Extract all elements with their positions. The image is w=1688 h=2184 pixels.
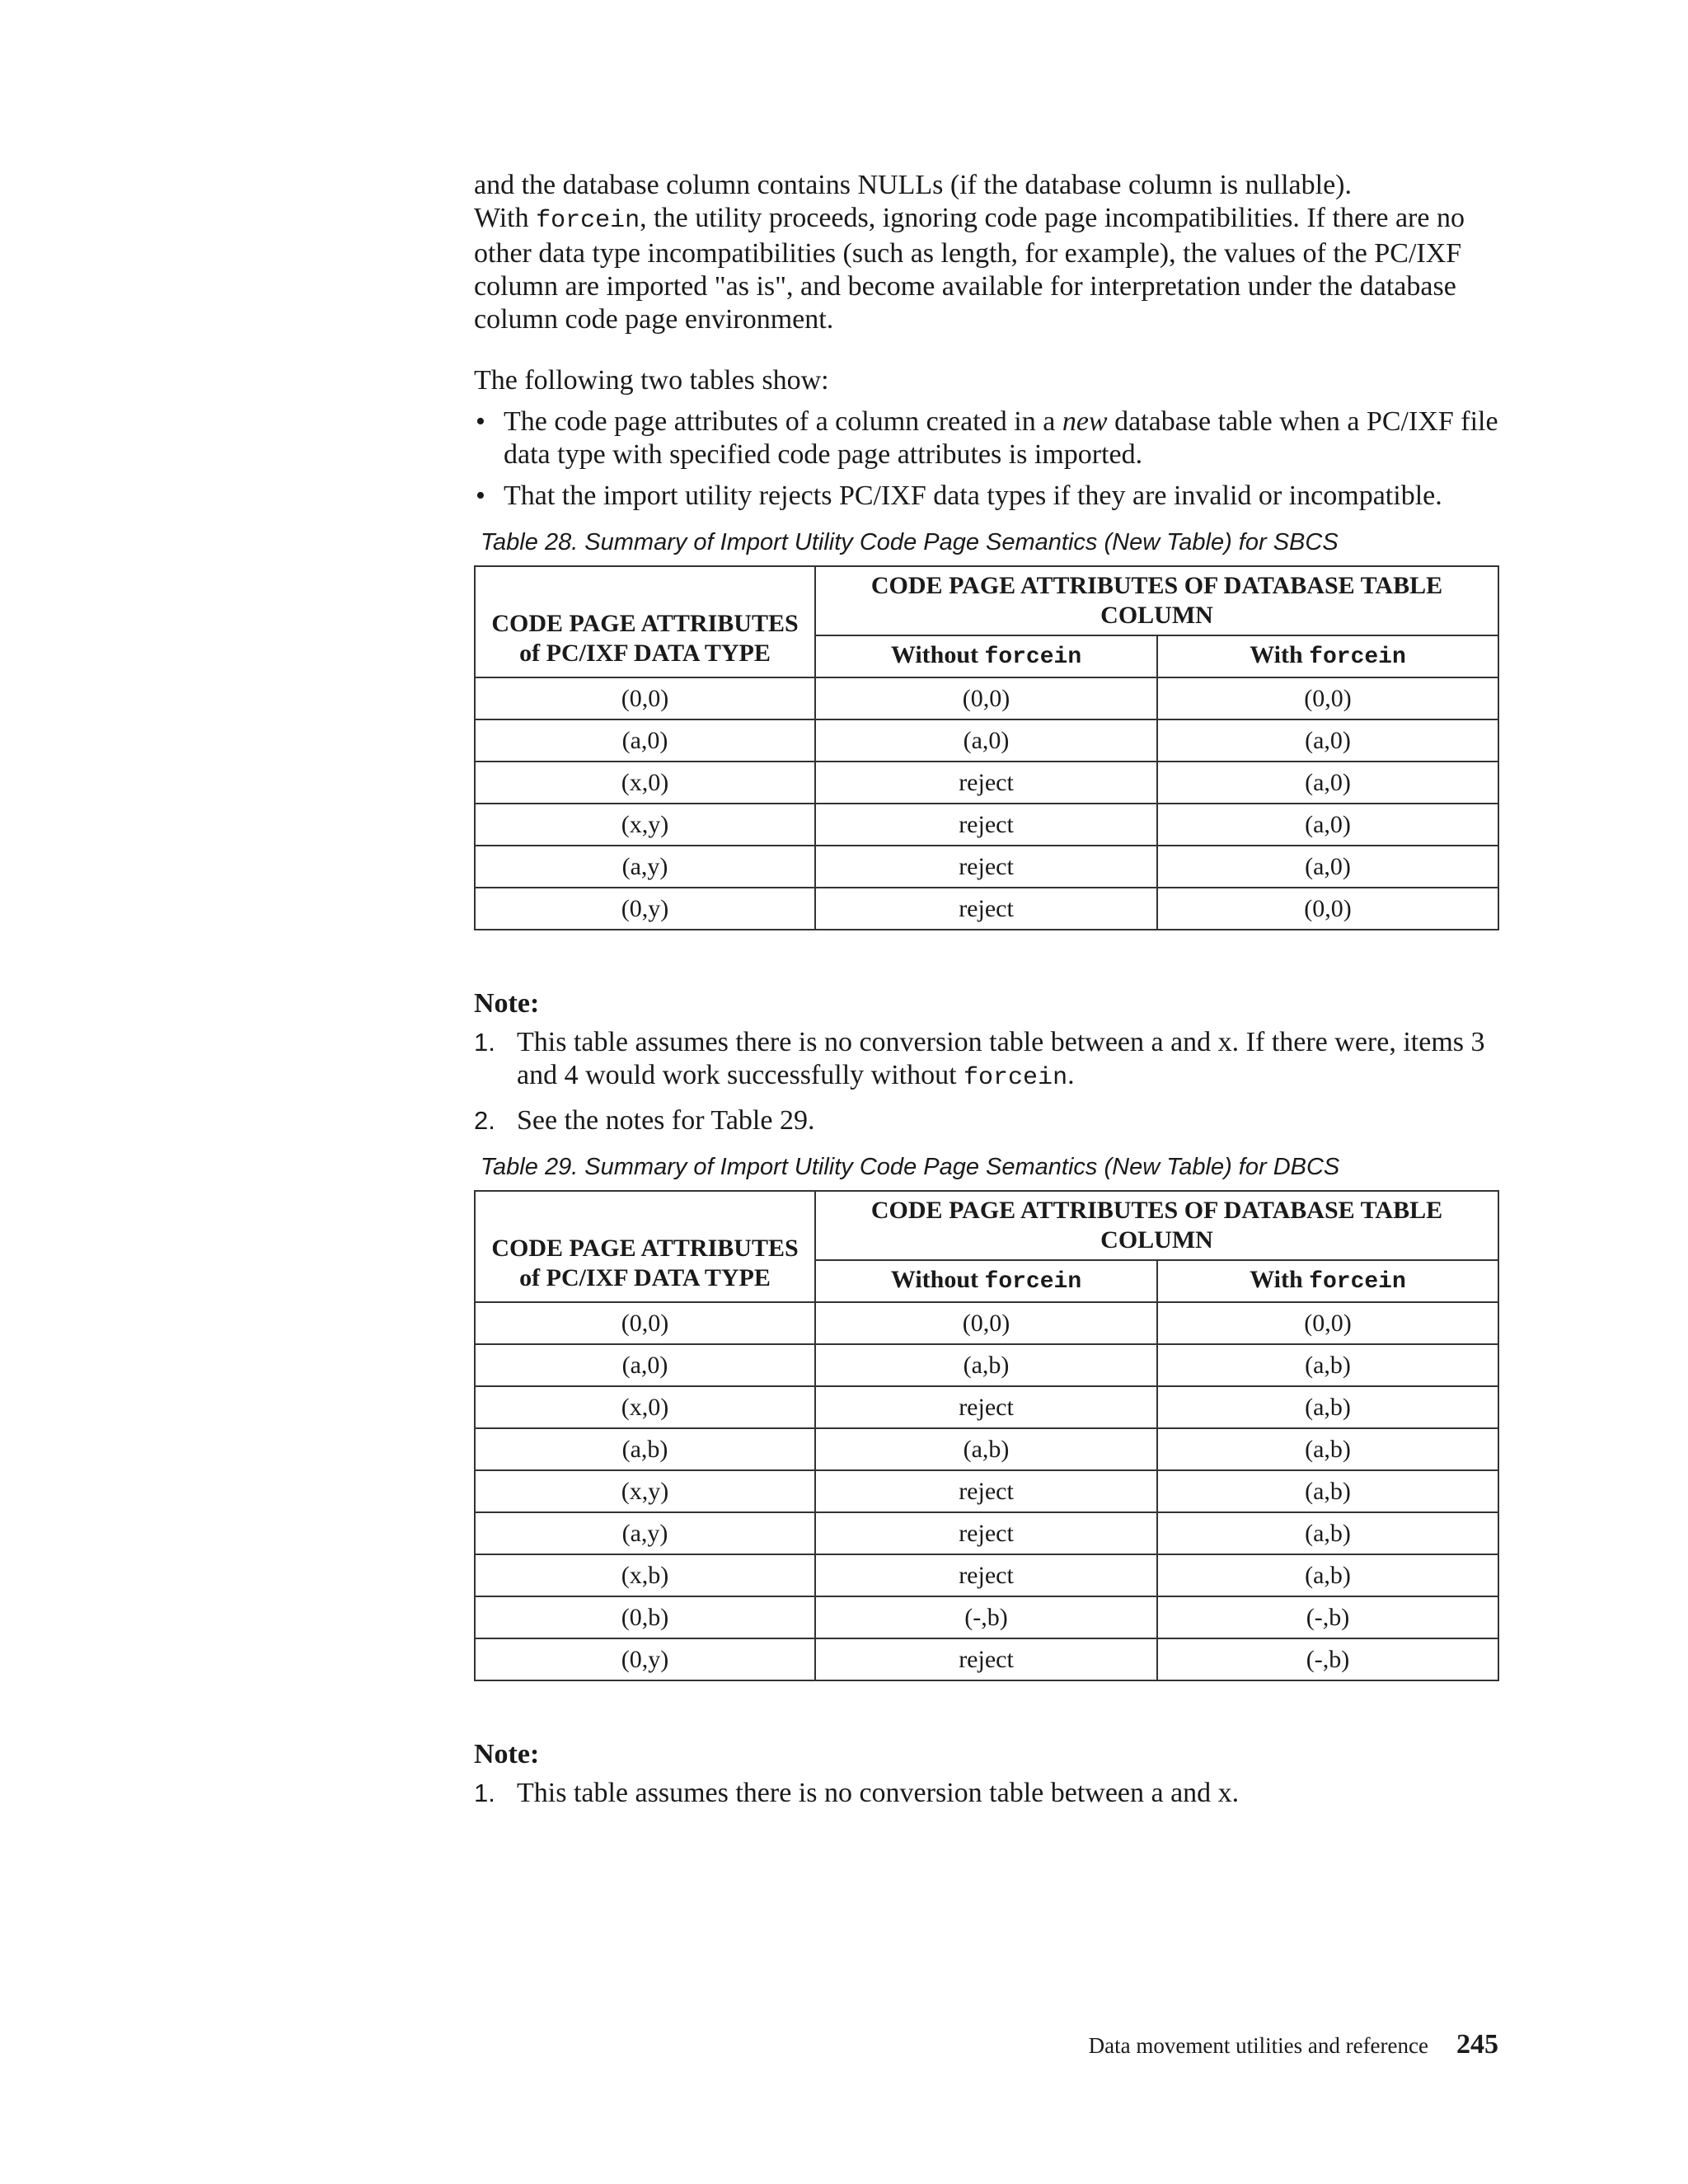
intro-line-2-post: , the utility proceeds, ignoring code page incompatibilities. If there are no other data type incompatibilities (such as length, for example), the values of the PC/IXF column are imported "as is", and become available for interpretation under the database column code page environment. bbox=[474, 203, 1465, 335]
table-row bbox=[475, 804, 1498, 846]
with-forcein-cell: (a,0) bbox=[1157, 846, 1498, 888]
note-1-text-post: . bbox=[1067, 1060, 1075, 1090]
with-forcein-cell: (a,b) bbox=[1157, 1470, 1498, 1512]
pcixf-attr-cell: (0,0) bbox=[475, 677, 815, 719]
table-29-header-without bbox=[815, 1260, 1157, 1302]
forcein-code: forcein bbox=[964, 1064, 1068, 1092]
table-row bbox=[475, 888, 1498, 930]
without-forcein-cell: (0,0) bbox=[815, 1302, 1157, 1344]
document-page bbox=[474, 169, 1500, 1820]
pcixf-attr-cell: (x,0) bbox=[475, 1386, 815, 1428]
with-forcein-cell: (a,b) bbox=[1157, 1386, 1498, 1428]
with-forcein-cell: (a,b) bbox=[1157, 1428, 1498, 1470]
bullet-list bbox=[474, 405, 1500, 513]
note-2-heading: Note: bbox=[474, 1739, 540, 1769]
pcixf-attr-cell: (a,0) bbox=[475, 1344, 815, 1386]
note-item bbox=[474, 1104, 1500, 1137]
table-row bbox=[475, 1428, 1498, 1470]
without-forcein-cell: reject bbox=[815, 1386, 1157, 1428]
without-forcein-cell: reject bbox=[815, 846, 1157, 888]
pcixf-attr-cell: (a,0) bbox=[475, 719, 815, 762]
with-forcein-cell: (0,0) bbox=[1157, 1302, 1498, 1344]
bullet-2-text: That the import utility rejects PC/IXF data types if they are invalid or incompatible. bbox=[504, 480, 1442, 511]
without-forcein-cell: (a,b) bbox=[815, 1428, 1157, 1470]
bullet-item bbox=[474, 405, 1500, 471]
intro-line-2-pre: With bbox=[474, 203, 537, 233]
table-row bbox=[475, 1554, 1498, 1596]
note-number: 1. bbox=[474, 1779, 495, 1807]
without-forcein-cell: reject bbox=[815, 1470, 1157, 1512]
note-item bbox=[474, 1777, 1500, 1810]
note-1-text-pre: This table assumes there is no conversion table between a and x. If there were, items 3 and 4 would work successfully without bbox=[517, 1027, 1485, 1090]
table-28 bbox=[474, 565, 1499, 930]
bullet-item bbox=[474, 480, 1500, 513]
table-row bbox=[475, 846, 1498, 888]
table-29-header-group: CODE PAGE ATTRIBUTES OF DATABASE TABLE COLUMN bbox=[815, 1191, 1498, 1260]
bullet-1-post: database table when a PC/IXF file data type with specified code page attributes is imported. bbox=[504, 406, 1498, 470]
without-forcein-cell: reject bbox=[815, 804, 1157, 846]
without-forcein-cell: (-,b) bbox=[815, 1596, 1157, 1638]
table-row bbox=[475, 762, 1498, 804]
bullet-1-emphasis: new bbox=[1062, 406, 1108, 437]
table-29-header-with bbox=[1157, 1260, 1498, 1302]
with-forcein-cell: (0,0) bbox=[1157, 677, 1498, 719]
with-forcein-cell: (0,0) bbox=[1157, 888, 1498, 930]
header-line-1: CODE PAGE ATTRIBUTES bbox=[491, 610, 799, 637]
footer-section-title: Data movement utilities and reference bbox=[1088, 2033, 1428, 2058]
bullet-1-pre: The code page attributes of a column created in a bbox=[504, 406, 1062, 437]
with-forcein-cell: (a,b) bbox=[1157, 1512, 1498, 1554]
table-row bbox=[475, 1344, 1498, 1386]
bullet-dot: • bbox=[476, 480, 485, 511]
page-number: 245 bbox=[1456, 2029, 1498, 2060]
pcixf-attr-cell: (a,y) bbox=[475, 846, 815, 888]
with-forcein-cell: (-,b) bbox=[1157, 1596, 1498, 1638]
following-text: The following two tables show: bbox=[474, 365, 829, 396]
header-without-label: Without bbox=[890, 641, 985, 668]
header-forcein-code: forcein bbox=[984, 1269, 1082, 1295]
with-forcein-cell: (a,0) bbox=[1157, 804, 1498, 846]
page-footer bbox=[1089, 2029, 1498, 2060]
table-29 bbox=[474, 1190, 1499, 1681]
table-28-header-without bbox=[815, 635, 1157, 677]
note-1-list bbox=[474, 1026, 1500, 1137]
table-row bbox=[475, 1386, 1498, 1428]
forcein-code: forcein bbox=[536, 207, 640, 235]
note-item bbox=[474, 1026, 1500, 1094]
pcixf-attr-cell: (x,y) bbox=[475, 804, 815, 846]
note-number: 1. bbox=[474, 1028, 495, 1057]
header-forcein-code: forcein bbox=[1309, 644, 1406, 670]
with-forcein-cell: (a,b) bbox=[1157, 1554, 1498, 1596]
with-forcein-cell: (a,b) bbox=[1157, 1344, 1498, 1386]
note-text: This table assumes there is no conversion table between a and x. bbox=[517, 1778, 1240, 1808]
header-line-1: CODE PAGE ATTRIBUTES bbox=[491, 1235, 799, 1262]
table-row bbox=[475, 1596, 1498, 1638]
with-forcein-cell: (a,0) bbox=[1157, 762, 1498, 804]
header-forcein-code: forcein bbox=[984, 644, 1082, 670]
header-without-label: Without bbox=[890, 1266, 985, 1293]
without-forcein-cell: reject bbox=[815, 1638, 1157, 1680]
pcixf-attr-cell: (0,y) bbox=[475, 888, 815, 930]
note-2-text: See the notes for Table 29. bbox=[517, 1105, 815, 1136]
without-forcein-cell: reject bbox=[815, 1512, 1157, 1554]
intro-line-1: and the database column contains NULLs (if the database column is nullable). bbox=[474, 170, 1353, 200]
table-row bbox=[475, 1470, 1498, 1512]
pcixf-attr-cell: (0,0) bbox=[475, 1302, 815, 1344]
pcixf-attr-cell: (x,b) bbox=[475, 1554, 815, 1596]
note-1-heading: Note: bbox=[474, 988, 540, 1019]
without-forcein-cell: reject bbox=[815, 1554, 1157, 1596]
header-with-label: With bbox=[1250, 641, 1310, 668]
table-29-header-left bbox=[475, 1191, 815, 1302]
bullet-dot: • bbox=[476, 406, 485, 437]
pcixf-attr-cell: (x,y) bbox=[475, 1470, 815, 1512]
table-28-header-with bbox=[1157, 635, 1498, 677]
with-forcein-cell: (a,0) bbox=[1157, 719, 1498, 762]
pcixf-attr-cell: (a,b) bbox=[475, 1428, 815, 1470]
header-line-2: of PC/IXF DATA TYPE bbox=[519, 1264, 771, 1291]
without-forcein-cell: (a,b) bbox=[815, 1344, 1157, 1386]
header-line-2: of PC/IXF DATA TYPE bbox=[519, 640, 771, 667]
with-forcein-cell: (-,b) bbox=[1157, 1638, 1498, 1680]
table-row bbox=[475, 1302, 1498, 1344]
note-2-list bbox=[474, 1777, 1500, 1810]
pcixf-attr-cell: (x,0) bbox=[475, 762, 815, 804]
table-row bbox=[475, 719, 1498, 762]
pcixf-attr-cell: (0,y) bbox=[475, 1638, 815, 1680]
table-28-header-group: CODE PAGE ATTRIBUTES OF DATABASE TABLE COLUMN bbox=[815, 566, 1498, 635]
note-number: 2. bbox=[474, 1106, 495, 1135]
table-row bbox=[475, 677, 1498, 719]
without-forcein-cell: reject bbox=[815, 762, 1157, 804]
pcixf-attr-cell: (a,y) bbox=[475, 1512, 815, 1554]
without-forcein-cell: (a,0) bbox=[815, 719, 1157, 762]
intro-paragraph bbox=[474, 169, 1500, 336]
table-28-caption: Table 28. Summary of Import Utility Code Page Semantics (New Table) for SBCS bbox=[481, 529, 1339, 555]
without-forcein-cell: (0,0) bbox=[815, 677, 1157, 719]
table-row bbox=[475, 1512, 1498, 1554]
pcixf-attr-cell: (0,b) bbox=[475, 1596, 815, 1638]
table-29-caption: Table 29. Summary of Import Utility Code Page Semantics (New Table) for DBCS bbox=[481, 1154, 1340, 1180]
header-with-label: With bbox=[1250, 1266, 1310, 1293]
header-forcein-code: forcein bbox=[1309, 1269, 1406, 1295]
table-28-header-left bbox=[475, 566, 815, 677]
table-row bbox=[475, 1638, 1498, 1680]
without-forcein-cell: reject bbox=[815, 888, 1157, 930]
